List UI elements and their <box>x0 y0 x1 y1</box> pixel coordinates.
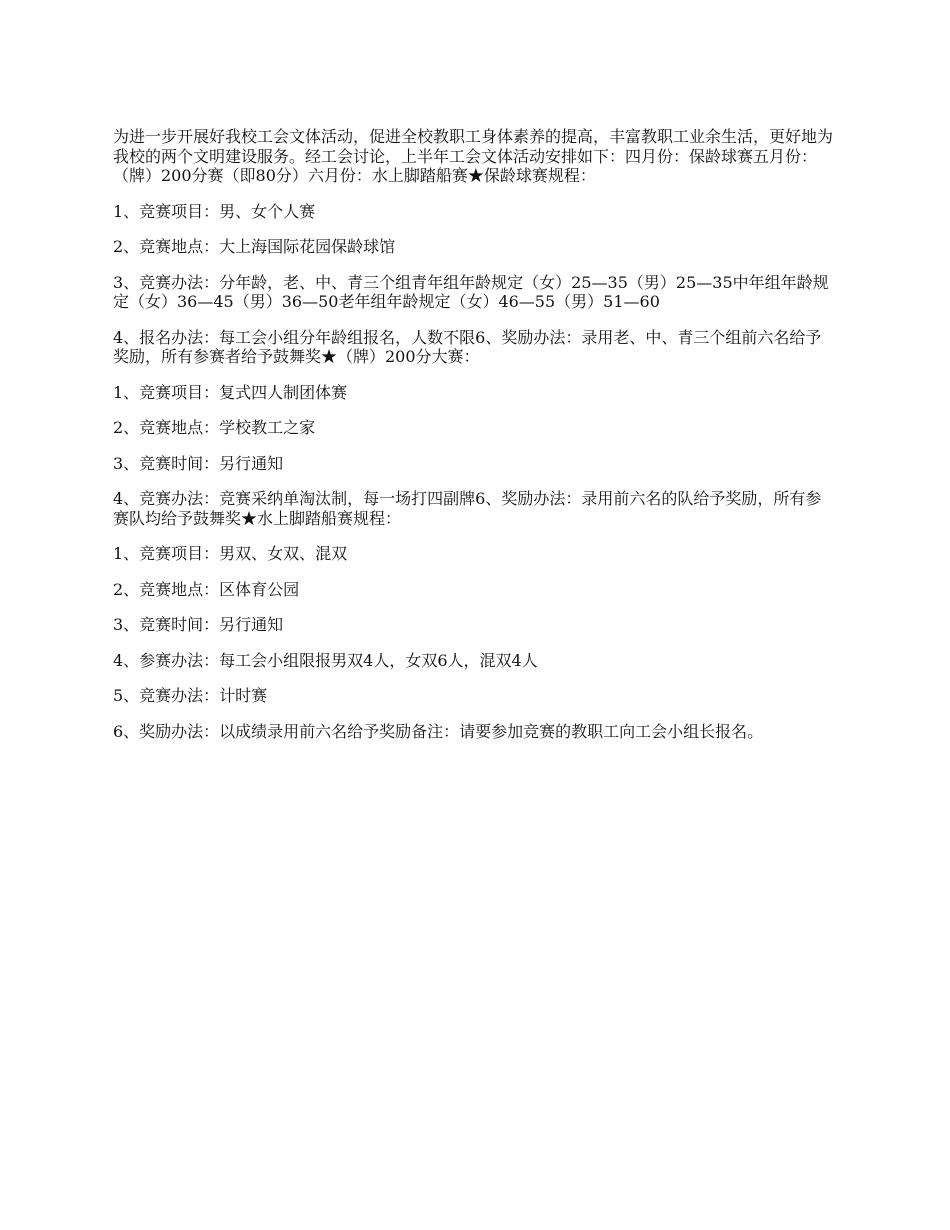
boat-time-paragraph: 3、竞赛时间：另行通知 <box>113 615 284 634</box>
cards-method-paragraph: 4、竞赛办法：竞赛采纳单淘汰制，每一场打四副牌6、奖励办法：录用前六名的队给予奖励，所有参赛队均给予鼓舞奖★水上脚踏船赛规程： <box>113 489 822 528</box>
bowling-registration-paragraph: 4、报名办法：每工会小组分年龄组报名，人数不限6、奖励办法：录用老、中、青三个组前六名给予奖励，所有参赛者给予鼓舞奖★（牌）200分大赛： <box>113 327 822 366</box>
cards-item-paragraph: 1、竞赛项目：复式四人制团体赛 <box>113 382 348 402</box>
cards-venue-paragraph: 2、竞赛地点：学校教工之家 <box>113 418 316 437</box>
intro-paragraph: 为进一步开展好我校工会文体活动，促进全校教职工身体素养的提高，丰富教职工业余生活，更好地为我校的两个文明建设服务。经工会讨论，上半年工会文体活动安排如下：四月份：保龄球赛五月份：（牌）200分赛（即80分）六月份：水上脚踏船赛★保龄球赛规程： <box>113 127 834 185</box>
bowling-venue-paragraph: 2、竞赛地点：大上海国际花园保龄球馆 <box>113 237 396 256</box>
boat-venue-paragraph: 2、竞赛地点：区体育公园 <box>113 579 300 599</box>
bowling-method-paragraph: 3、竞赛办法：分年龄，老、中、青三个组青年组年龄规定（女）25—35（男）25—35中年组年龄规定（女）36—45（男）36—50老年组年龄规定（女）46—55（男）51—60 <box>113 272 829 311</box>
boat-award-paragraph: 6、奖励办法：以成绩录用前六名给予奖励备注：请要参加竞赛的教职工向工会小组长报名。 <box>113 721 764 741</box>
boat-entry-paragraph: 4、参赛办法：每工会小组限报男双4人，女双6人，混双4人 <box>113 650 538 670</box>
document-page <box>113 127 835 757</box>
boat-item-paragraph: 1、竞赛项目：男双、女双、混双 <box>113 544 348 563</box>
cards-time-paragraph: 3、竞赛时间：另行通知 <box>113 453 284 473</box>
bowling-item-paragraph: 1、竞赛项目：男、女个人赛 <box>113 201 316 221</box>
boat-method-paragraph: 5、竞赛办法：计时赛 <box>113 686 268 705</box>
